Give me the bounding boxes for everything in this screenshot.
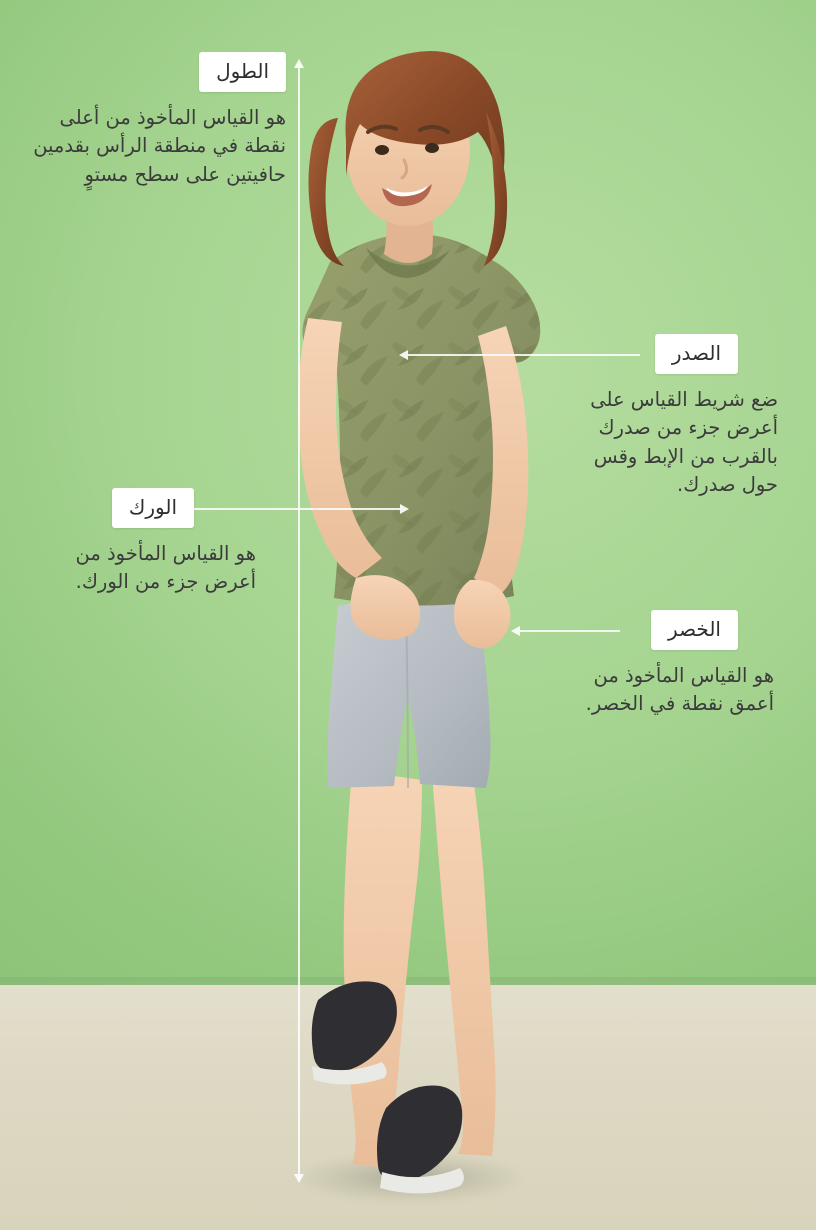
callout-hip-label: الورك bbox=[112, 488, 194, 528]
callout-height bbox=[18, 52, 286, 189]
height-measure-axis bbox=[298, 68, 300, 1174]
callout-waist-label: الخصر bbox=[651, 610, 738, 650]
callout-hip-description: هو القياس المأخوذ من أعرض جزء من الورك. bbox=[75, 542, 256, 594]
chest-arrow-icon bbox=[399, 350, 408, 360]
callout-chest-description: ضع شريط القياس على أعرض جزء من صدرك بالقرب من الإبط وقس حول صدرك. bbox=[590, 388, 778, 496]
callout-height-description: هو القياس المأخوذ من أعلى نقطة في منطقة الرأس بقدمين حافيتين على سطح مستوٍ bbox=[33, 106, 286, 186]
hip-arrow-icon bbox=[400, 504, 409, 514]
callout-hip bbox=[18, 488, 256, 597]
callout-chest bbox=[578, 334, 800, 499]
callout-height-label: الطول bbox=[199, 52, 286, 92]
callout-waist bbox=[562, 610, 802, 719]
callout-waist-description: هو القياس المأخوذ من أعمق نقطة في الخصر. bbox=[585, 664, 774, 716]
callout-chest-label: الصدر bbox=[655, 334, 738, 374]
waist-arrow-icon bbox=[511, 626, 520, 636]
